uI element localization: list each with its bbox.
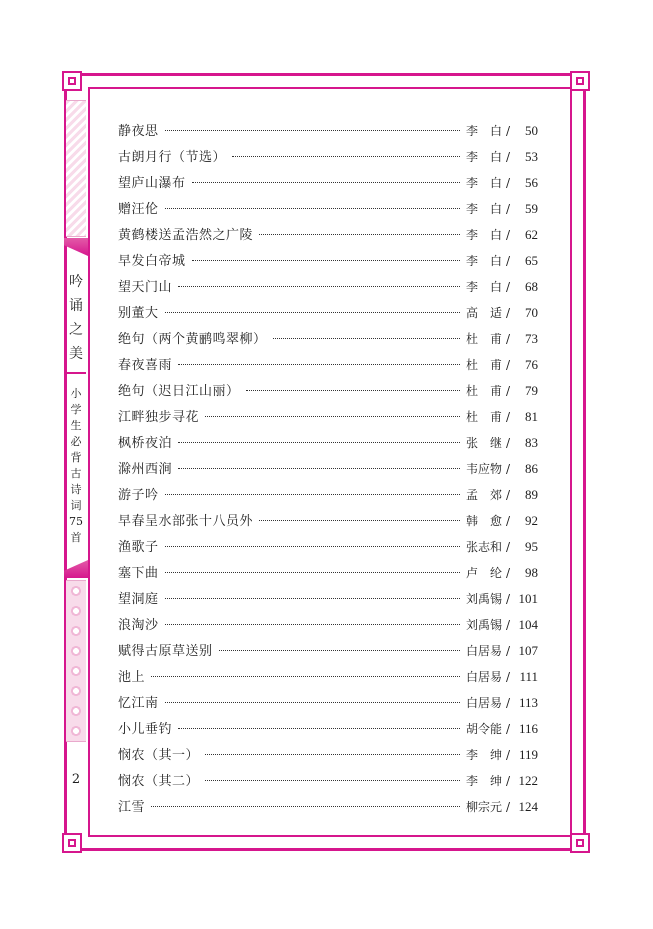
leader-dots (165, 208, 460, 209)
toc-entry[interactable] (118, 406, 538, 432)
separator: / (505, 488, 510, 502)
leader-dots (246, 390, 460, 391)
toc-entry-title: 浪淘沙 (118, 618, 159, 633)
toc-entry[interactable] (118, 380, 538, 406)
toc-entry[interactable] (118, 614, 538, 640)
toc-entry-title: 游子吟 (118, 488, 159, 503)
toc-entry-author: 柳宗元 (465, 800, 502, 814)
toc-entry[interactable] (118, 718, 538, 744)
separator: / (505, 228, 510, 242)
toc-entry-title: 江雪 (118, 800, 146, 815)
leader-dots (205, 780, 460, 781)
toc-entry-author: 杜 甫 (465, 410, 502, 424)
toc-entry-author: 李 白 (465, 176, 502, 190)
toc-entry-author: 李 白 (465, 280, 502, 294)
toc-entry-title: 悯农（其一） (118, 748, 200, 763)
toc-entry[interactable] (118, 666, 538, 692)
separator: / (505, 722, 510, 736)
toc-entry-author: 刘禹锡 (465, 592, 502, 606)
separator: / (505, 592, 510, 606)
toc-entry-page: 76 (525, 357, 538, 372)
page-number: 2 (71, 772, 81, 787)
toc-entry-title: 静夜思 (118, 124, 159, 139)
leader-dots (273, 338, 460, 339)
separator: / (505, 566, 510, 580)
leader-dots (165, 598, 460, 599)
leader-dots (192, 182, 460, 183)
toc-entry-page: 81 (525, 409, 538, 424)
toc-entry[interactable] (118, 796, 538, 822)
separator: / (505, 358, 510, 372)
toc-entry-page: 70 (525, 305, 538, 320)
leader-dots (165, 130, 460, 131)
subtitle-char: 75 (69, 515, 83, 528)
toc-entry-author: 白居易 (465, 644, 502, 658)
leader-dots (178, 286, 460, 287)
leader-dots (165, 312, 460, 313)
toc-entry-page: 95 (525, 539, 538, 554)
separator: / (505, 800, 510, 814)
separator: / (505, 540, 510, 554)
separator: / (505, 280, 510, 294)
toc-entry[interactable] (118, 432, 538, 458)
toc-entry-page: 53 (525, 149, 538, 164)
toc-entry[interactable] (118, 172, 538, 198)
toc-entry-author: 李 白 (465, 150, 502, 164)
separator: / (505, 748, 510, 762)
toc-entry-author: 韩 愈 (465, 514, 502, 528)
toc-entry[interactable] (118, 354, 538, 380)
toc-entry-title: 忆江南 (118, 696, 159, 711)
toc-entry-title: 江畔独步寻花 (118, 410, 200, 425)
subtitle-char: 诗 (70, 483, 82, 496)
separator: / (505, 306, 510, 320)
toc-entry-author: 张志和 (465, 540, 502, 554)
book-subtitle (64, 386, 88, 546)
toc-entry-author: 白居易 (465, 670, 502, 684)
toc-entry-page: 83 (525, 435, 538, 450)
toc-entry-author: 张 继 (465, 436, 502, 450)
subtitle-char: 生 (70, 419, 82, 432)
toc-entry-title: 望洞庭 (118, 592, 159, 607)
title-char: 美 (69, 346, 83, 362)
toc-entry-author: 白居易 (465, 696, 502, 710)
toc-entry-author: 卢 纶 (465, 566, 502, 580)
corner-ornament-bottom-right (570, 833, 590, 853)
toc-entry-page: 107 (518, 643, 538, 658)
leader-dots (165, 624, 460, 625)
toc-entry-title: 赠汪伦 (118, 202, 159, 217)
toc-entry-author: 孟 郊 (465, 488, 502, 502)
toc-entry-author: 杜 甫 (465, 332, 502, 346)
toc-entry[interactable] (118, 744, 538, 770)
toc-entry-title: 悯农（其二） (118, 774, 200, 789)
toc-entry-title: 滁州西涧 (118, 462, 173, 477)
separator: / (505, 670, 510, 684)
toc-entry[interactable] (118, 302, 538, 328)
toc-entry-title: 绝句（两个黄鹂鸣翠柳） (118, 332, 267, 347)
toc-entry-title: 黄鹤楼送孟浩然之广陵 (118, 228, 254, 243)
leader-dots (178, 442, 460, 443)
corner-ornament-bottom-left (62, 833, 82, 853)
toc-entry-page: 50 (525, 123, 538, 138)
leader-dots (178, 364, 460, 365)
table-of-contents (118, 120, 538, 822)
leader-dots (205, 754, 460, 755)
book-series-title (64, 270, 88, 366)
toc-entry-page: 111 (519, 669, 538, 684)
toc-entry-author: 胡令能 (465, 722, 502, 736)
toc-entry[interactable] (118, 692, 538, 718)
separator: / (505, 176, 510, 190)
leader-dots (219, 650, 460, 651)
toc-entry-page: 122 (518, 773, 538, 788)
leader-dots (165, 546, 460, 547)
title-char: 诵 (69, 298, 83, 314)
toc-entry[interactable] (118, 536, 538, 562)
toc-entry-page: 98 (525, 565, 538, 580)
toc-entry[interactable] (118, 562, 538, 588)
toc-entry[interactable] (118, 224, 538, 250)
toc-entry-title: 早春呈水部张十八员外 (118, 514, 254, 529)
separator: / (505, 150, 510, 164)
toc-entry[interactable] (118, 328, 538, 354)
toc-entry[interactable] (118, 770, 538, 796)
subtitle-char: 古 (70, 467, 82, 480)
toc-entry-author: 高 适 (465, 306, 502, 320)
separator: / (505, 384, 510, 398)
toc-entry-author: 杜 甫 (465, 384, 502, 398)
toc-entry[interactable] (118, 120, 538, 146)
toc-entry-author: 韦应物 (465, 462, 502, 476)
toc-entry-page: 119 (518, 747, 538, 762)
toc-entry[interactable] (118, 198, 538, 224)
separator: / (505, 696, 510, 710)
toc-entry-title: 赋得古原草送别 (118, 644, 213, 659)
title-char: 之 (69, 322, 83, 338)
separator: / (505, 436, 510, 450)
subtitle-char: 必 (70, 435, 82, 448)
title-char: 吟 (69, 274, 83, 290)
toc-entry[interactable] (118, 146, 538, 172)
subtitle-char: 背 (70, 451, 82, 464)
toc-entry-title: 枫桥夜泊 (118, 436, 173, 451)
toc-entry-title: 塞下曲 (118, 566, 159, 581)
separator: / (505, 202, 510, 216)
toc-entry-title: 望天门山 (118, 280, 173, 295)
leader-dots (192, 260, 460, 261)
toc-entry-page: 68 (525, 279, 538, 294)
leader-dots (151, 676, 460, 677)
toc-entry-title: 池上 (118, 670, 146, 685)
floral-pattern-decoration (66, 580, 86, 742)
toc-entry-page: 124 (518, 799, 538, 814)
leader-dots (178, 728, 460, 729)
leader-dots (232, 156, 460, 157)
leader-dots (259, 234, 460, 235)
toc-entry-page: 89 (525, 487, 538, 502)
bamboo-pattern-decoration (66, 100, 86, 237)
separator: / (505, 514, 510, 528)
toc-entry-page: 56 (525, 175, 538, 190)
toc-entry[interactable] (118, 250, 538, 276)
toc-entry-page: 86 (525, 461, 538, 476)
toc-entry[interactable] (118, 484, 538, 510)
subtitle-char: 小 (70, 387, 82, 400)
toc-entry-page: 79 (525, 383, 538, 398)
corner-ornament-top-right (570, 71, 590, 91)
separator: / (505, 774, 510, 788)
toc-entry-author: 李 白 (465, 202, 502, 216)
separator: / (505, 644, 510, 658)
toc-entry[interactable] (118, 588, 538, 614)
separator: / (505, 618, 510, 632)
subtitle-char: 学 (70, 403, 82, 416)
toc-entry-title: 渔歌子 (118, 540, 159, 555)
separator: / (505, 254, 510, 268)
subtitle-char: 首 (70, 531, 82, 544)
leader-dots (178, 468, 460, 469)
separator: / (505, 124, 510, 138)
leader-dots (165, 572, 460, 573)
toc-entry-title: 望庐山瀑布 (118, 176, 186, 191)
toc-entry[interactable] (118, 510, 538, 536)
separator: / (505, 462, 510, 476)
toc-entry-page: 101 (518, 591, 538, 606)
toc-entry-author: 李 绅 (465, 748, 502, 762)
toc-entry-page: 104 (518, 617, 538, 632)
leader-dots (259, 520, 460, 521)
toc-entry-page: 92 (525, 513, 538, 528)
toc-entry-title: 小儿垂钓 (118, 722, 173, 737)
toc-entry[interactable] (118, 458, 538, 484)
toc-entry[interactable] (118, 640, 538, 666)
toc-entry-author: 刘禹锡 (465, 618, 502, 632)
toc-entry-title: 早发白帝城 (118, 254, 186, 269)
subtitle-char: 词 (70, 499, 82, 512)
leader-dots (151, 806, 460, 807)
toc-entry[interactable] (118, 276, 538, 302)
toc-entry-author: 李 白 (465, 254, 502, 268)
toc-entry-author: 李 白 (465, 124, 502, 138)
toc-entry-author: 李 白 (465, 228, 502, 242)
toc-entry-title: 古朗月行（节选） (118, 150, 227, 165)
leader-dots (165, 494, 460, 495)
toc-entry-page: 116 (518, 721, 538, 736)
toc-entry-author: 李 绅 (465, 774, 502, 788)
toc-entry-page: 62 (525, 227, 538, 242)
toc-entry-page: 65 (525, 253, 538, 268)
toc-entry-title: 别董大 (118, 306, 159, 321)
corner-ornament-top-left (62, 71, 82, 91)
leader-dots (165, 702, 460, 703)
toc-entry-title: 春夜喜雨 (118, 358, 173, 373)
separator: / (505, 332, 510, 346)
leader-dots (205, 416, 460, 417)
toc-entry-title: 绝句（迟日江山丽） (118, 384, 240, 399)
side-divider (66, 372, 86, 374)
toc-entry-page: 73 (525, 331, 538, 346)
toc-entry-page: 59 (525, 201, 538, 216)
separator: / (505, 410, 510, 424)
toc-entry-page: 113 (518, 695, 538, 710)
toc-entry-author: 杜 甫 (465, 358, 502, 372)
